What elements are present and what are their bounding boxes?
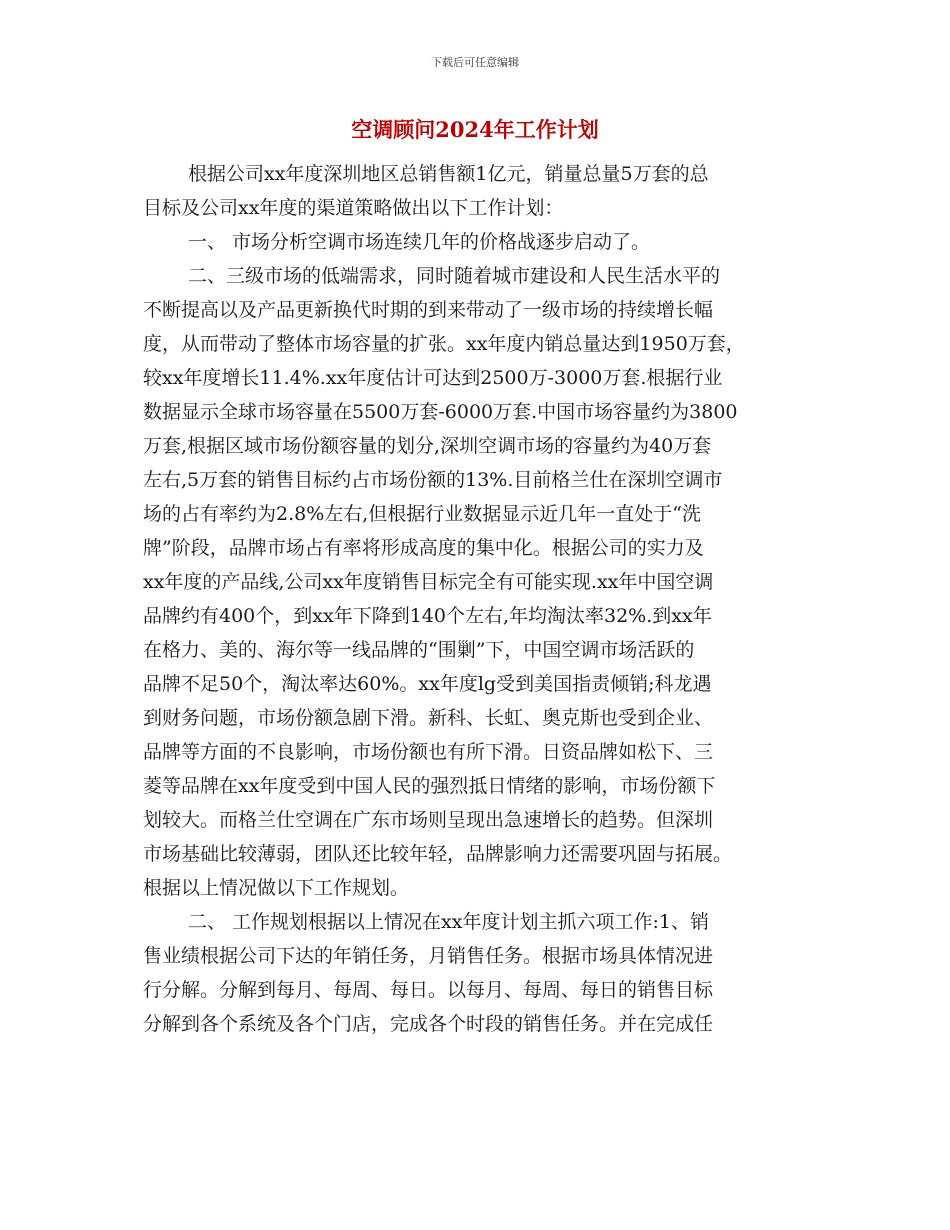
body-line: 市场基础比较薄弱，团队还比较年轻，品牌影响力还需要巩固与拓展。: [143, 843, 733, 865]
body-line: 在格力、美的、海尔等一线品牌的“围剿”下，中国空调市场活跃的: [143, 639, 695, 661]
body-line: 品牌不足50个，淘汰率达60%。xx年度lg受到美国指责倾销;科龙遇: [143, 673, 712, 695]
body-line: 品牌约有400个，到xx年下降到140个左右,年均淘汰率32%.到xx年: [143, 605, 712, 627]
body-line: 到财务问题，市场份额急剧下滑。新科、长虹、奥克斯也受到企业、: [143, 707, 714, 729]
header-note: 下载后可任意编辑: [431, 56, 519, 69]
body-line: 行分解。分解到每月、每周、每日。以每月、每周、每日的销售目标: [143, 979, 714, 1001]
body-line: 牌”阶段，品牌市场占有率将形成高度的集中化。根据公司的实力及: [143, 537, 704, 559]
body-line: 左右,5万套的销售目标约占市场份额的13%.目前格兰仕在深圳空调市: [143, 469, 723, 491]
body-line: 二、三级市场的低端需求，同时随着城市建设和人民生活水平的: [188, 265, 721, 287]
body-line: 万套,根据区域市场份额容量的划分,深圳空调市场的容量约为40万套: [143, 435, 712, 457]
body-line: 场的占有率约为2.8%左右,但根据行业数据显示近几年一直处于“洗: [143, 503, 702, 525]
document-body: [143, 157, 811, 1041]
body-line: 不断提高以及产品更新换代时期的到来带动了一级市场的持续增长幅: [143, 299, 714, 321]
body-line: 分解到各个系统及各个门店，完成各个时段的销售任务。并在完成任: [143, 1013, 714, 1035]
body-line: 目标及公司xx年度的渠道策略做出以下工作计划：: [143, 197, 564, 219]
body-line: 菱等品牌在xx年度受到中国人民的强烈抵日情绪的影响，市场份额下: [143, 775, 716, 797]
body-line: 度，从而带动了整体市场容量的扩张。xx年度内销总量达到1950万套，: [143, 333, 745, 355]
body-line: 一、 市场分析空调市场连续几年的价格战逐步启动了。: [188, 231, 651, 253]
body-line: 根据以上情况做以下工作规划。: [143, 877, 410, 899]
body-line: 品牌等方面的不良影响，市场份额也有所下滑。日资品牌如松下、三: [143, 741, 714, 763]
document-title: 空调顾问2024年工作计划: [351, 117, 599, 142]
body-line: 二、 工作规划根据以上情况在xx年度计划主抓六项工作:1、销: [188, 911, 709, 933]
body-line: xx年度的产品线,公司xx年度销售目标完全有可能实现.xx年中国空调: [143, 571, 714, 593]
body-line: 划较大。而格兰仕空调在广东市场则呈现出急速增长的趋势。但深圳: [143, 809, 714, 831]
body-line: 数据显示全球市场容量在5500万套-6000万套.中国市场容量约为3800: [143, 401, 738, 423]
body-line: 根据公司xx年度深圳地区总销售额1亿元，销量总量5万套的总: [188, 163, 709, 185]
body-line: 较xx年度增长11.4%.xx年度估计可达到2500万-3000万套.根据行业: [143, 367, 723, 389]
body-line: 售业绩根据公司下达的年销任务，月销售任务。根据市场具体情况进: [143, 945, 714, 967]
